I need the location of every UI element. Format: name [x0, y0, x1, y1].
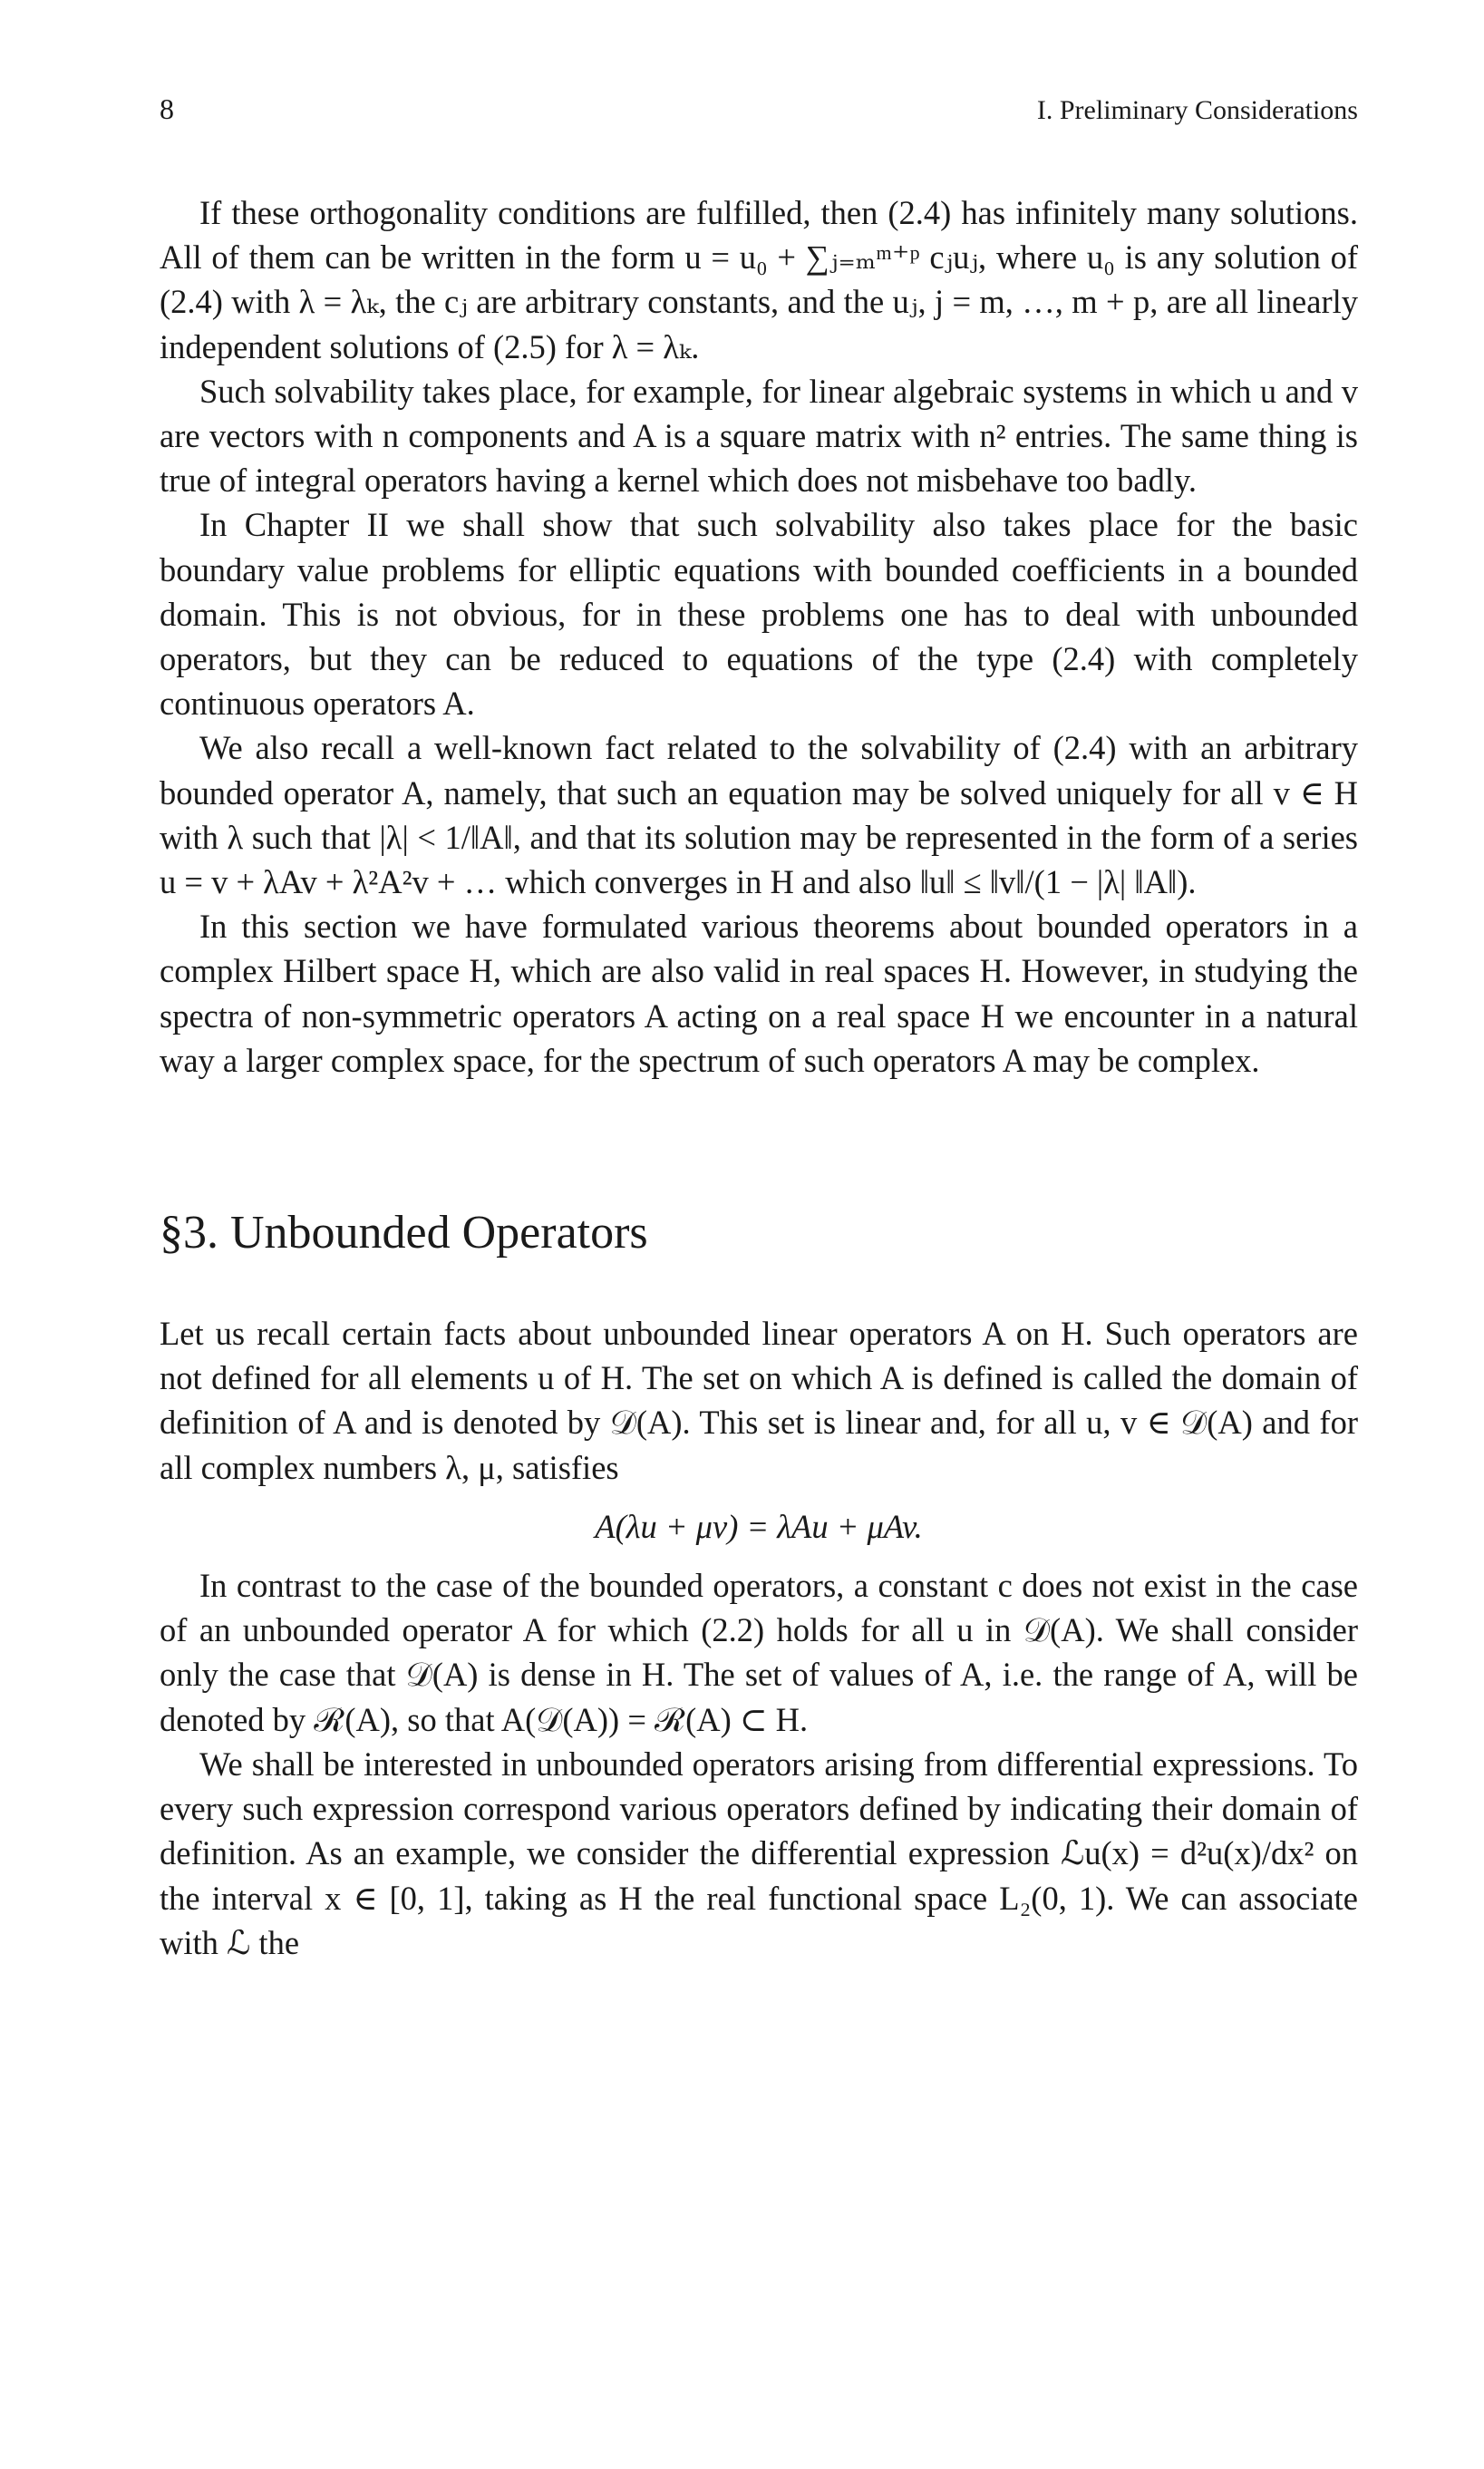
body-text-before-section [160, 190, 1358, 1083]
running-head [160, 91, 1358, 127]
running-title: I. Preliminary Considerations [1036, 95, 1358, 125]
display-equation: A(λu + μv) = λAu + μAv. [595, 1507, 923, 1545]
paragraph: In this section we have formulated various theorems about bounded operators in a complex Hilbert space H, which are also valid in real spaces H. However, in studying the spectra of non-symmetric operators A acting on a real space H we encounter in a natural way a larger complex space, for the spectrum of such operators A may be complex. [160, 908, 1358, 1079]
section-body [160, 1311, 1358, 1965]
section-intro-paragraph: Let us recall certain facts about unbounded linear operators A on H. Such operators are not defined for all elements u of H. The set on which A is defined is called the domain of definition of A and is denoted by 𝒟(A). This set is linear and, for all u, v ∈ 𝒟(A) and for all complex numbers λ, μ, satisfies [160, 1315, 1358, 1486]
page-number: 8 [160, 92, 174, 125]
paragraph: In Chapter II we shall show that such solvability also takes place for the basic boundary value problems for elliptic equations with bounded coefficients in a bounded domain. This is not obvious, for in these problems one has to deal with unbounded operators, but they can be reduced to equations of the type (2.4) with completely continuous operators A. [160, 506, 1358, 723]
paragraph: In contrast to the case of the bounded operators, a constant c does not exist in the case of an unbounded operator A for which (2.2) holds for all u in 𝒟(A). We shall consider only the case that 𝒟(A) is dense in H. The set of values of A, i.e. the range of A, will be denoted by ℛ(A), so that A(𝒟(A)) = ℛ(A) ⊂ H. [160, 1567, 1358, 1738]
paragraph: We shall be interested in unbounded operators arising from differential expressions. To every such expression correspond various operators defined by indicating their domain of definition. As an example, we consider the differential expression ℒu(x) = d²u(x)/dx² on the interval x ∈ [0, 1], taking as H the real functional space L₂(0, 1). We can associate with ℒ the [160, 1745, 1358, 1961]
section-heading: §3. Unbounded Operators [160, 1207, 648, 1259]
paragraph: Such solvability takes place, for example, for linear algebraic systems in which u and v are vectors with n components and A is a square matrix with n² entries. The same thing is true of integral operators having a kernel which does not misbehave too badly. [160, 372, 1358, 500]
book-page [160, 91, 1358, 1965]
paragraph: We also recall a well-known fact related to the solvability of (2.4) with an arbitrary bounded operator A, namely, that such an equation may be solved uniquely for all v ∈ H with λ such that |λ| < 1/‖A‖, and that its solution may be represented in the form of a series u = v + λAv + λ²A²v + … which converges in H and also ‖u‖ ≤ ‖v‖/(1 − |λ| ‖A‖). [160, 729, 1358, 901]
paragraph: If these orthogonality conditions are fulfilled, then (2.4) has infinitely many solutions. All of them can be written in the form u = u₀ + ∑ⱼ₌ₘᵐ⁺ᵖ cⱼuⱼ, where u₀ is any solution of (2.4) with λ = λₖ, the cⱼ are arbitrary constants, and the uⱼ, j = m, …, m + p, are all linearly independent solutions of (2.5) for λ = λₖ. [160, 194, 1358, 365]
